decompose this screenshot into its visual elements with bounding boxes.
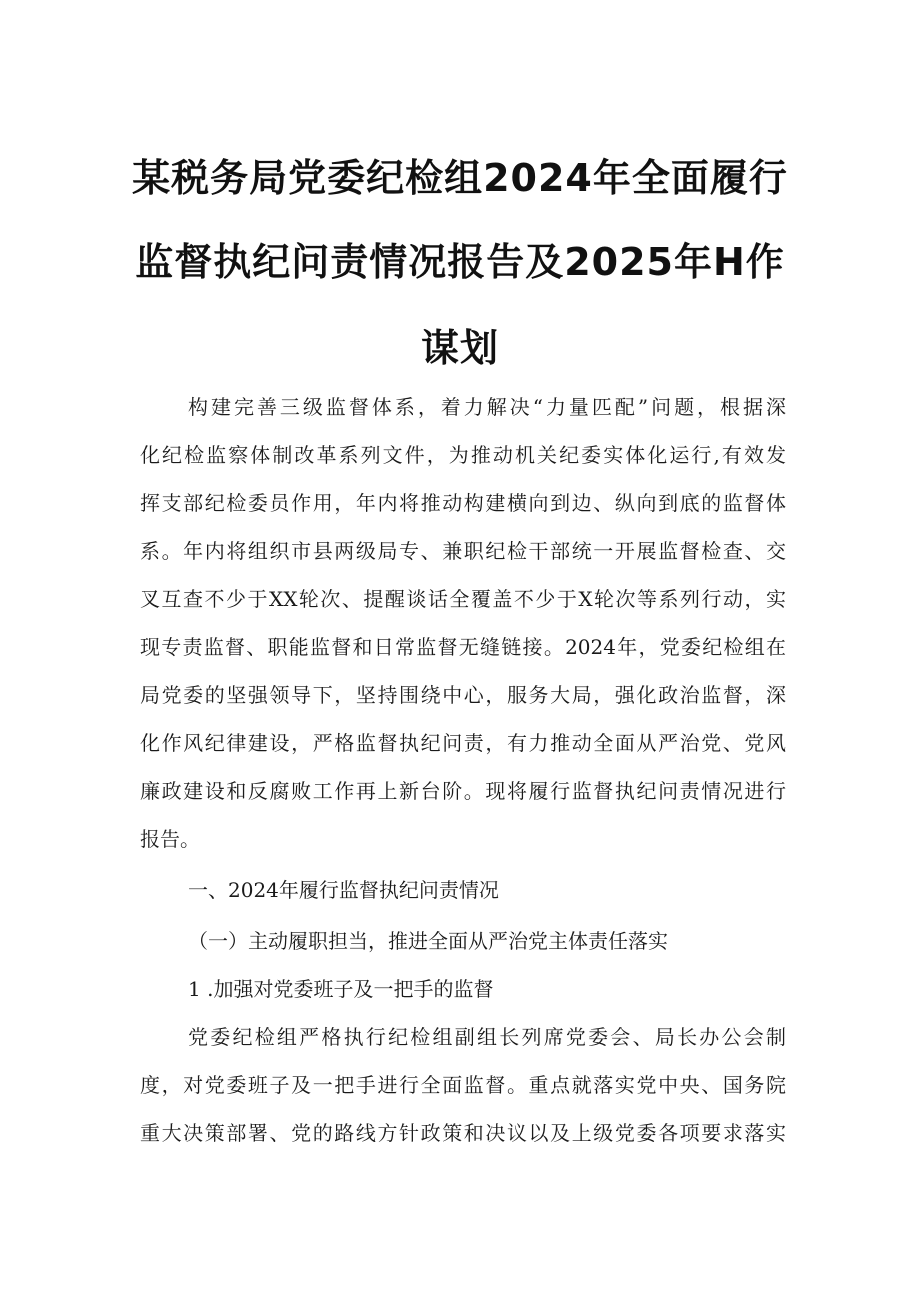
intro-paragraph-line: 廉政建设和反腐败工作再上新台阶。现将履行监督执纪问责情况进行 xyxy=(140,779,786,803)
intro-paragraph-line: 现专责监督、职能监督和日常监督无缝链接。2024年，党委纪检组在 xyxy=(140,635,786,659)
section-heading: 一、2024年履行监督执纪问责情况 xyxy=(188,878,499,902)
intro-paragraph-line: 化纪检监察体制改革系列文件，为推动机关纪委实体化运行,有效发 xyxy=(140,443,786,467)
intro-paragraph-line: 报告。 xyxy=(140,827,200,851)
intro-paragraph-line: 叉互查不少于XX轮次、提醒谈话全覆盖不少于X轮次等系列行动，实 xyxy=(140,587,786,611)
document-title-line-2: 监督执纪问责情况报告及2025年H作 xyxy=(135,240,785,284)
item-paragraph-line: 重大决策部署、党的路线方针政策和决议以及上级党委各项要求落实 xyxy=(140,1121,786,1145)
item-heading: 1 .加强对党委班子及一把手的监督 xyxy=(188,977,494,1001)
document-title-line-3: 谋划 xyxy=(420,326,499,370)
document-title-line-1: 某税务局党委纪检组2024年全面履行 xyxy=(132,156,788,200)
intro-paragraph-line: 挥支部纪检委员作用，年内将推动构建横向到边、纵向到底的监督体 xyxy=(140,491,786,515)
subsection-heading: （一）主动履职担当，推进全面从严治党主体责任落实 xyxy=(188,929,668,953)
intro-paragraph-line: 系。年内将组织市县两级局专、兼职纪检干部统一开展监督检查、交 xyxy=(140,539,786,563)
intro-paragraph-line: 构建完善三级监督体系，着力解决“力量匹配”问题，根据深 xyxy=(188,395,786,419)
intro-paragraph-line: 化作风纪律建设，严格监督执纪问责，有力推动全面从严治党、党风 xyxy=(140,731,786,755)
item-paragraph-line: 党委纪检组严格执行纪检组副组长列席党委会、局长办公会制 xyxy=(188,1025,786,1049)
item-paragraph-line: 度，对党委班子及一把手进行全面监督。重点就落实党中央、国务院 xyxy=(140,1073,786,1097)
intro-paragraph-line: 局党委的坚强领导下，坚持围绕中心，服务大局，强化政治监督，深 xyxy=(140,683,786,707)
